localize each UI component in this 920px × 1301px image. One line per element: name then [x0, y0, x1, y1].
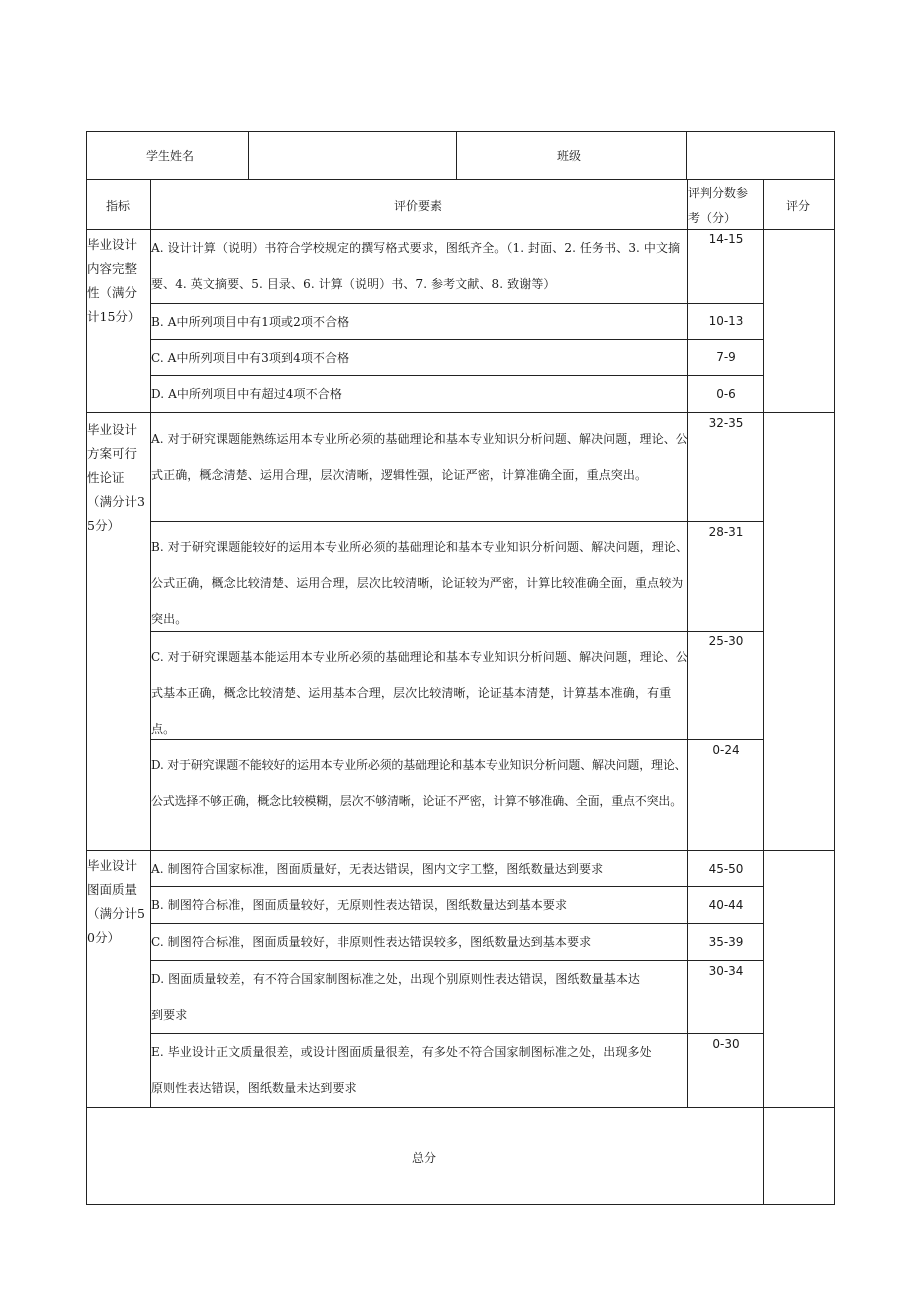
range-2b: 28-31: [708, 525, 744, 539]
range-3b: 40-44: [708, 898, 744, 912]
criterion-1c: C. A中所列项目中有3项到4项不合格: [151, 351, 350, 365]
criteria-column-header: 评价要素: [394, 199, 443, 213]
evaluation-form: [86, 131, 835, 1205]
range-2a: 32-35: [708, 416, 744, 430]
criterion-1d: D. A中所列项目中有超过4项不合格: [151, 387, 342, 401]
divider: [86, 412, 835, 413]
class-field[interactable]: [696, 148, 826, 164]
total-label: 总分: [412, 1151, 437, 1165]
criterion-3e: E. 毕业设计正文质量很差，或设计图面质量很差，有多处不符合国家制图标准之处，出现多处原则性表达错误，图纸数量未达到要求: [151, 1045, 652, 1095]
indicator-content-completeness: 毕业设计内容完整性（满分计15分）: [87, 237, 141, 324]
range-1b: 10-13: [708, 314, 744, 328]
border-right: [834, 131, 835, 1205]
reference-column-header-line1: 评判分数参: [688, 186, 749, 200]
range-3e: 0-30: [712, 1037, 740, 1051]
range-3a: 45-50: [708, 862, 744, 876]
total-score-field[interactable]: [766, 1150, 832, 1166]
indicator-drawing-quality: 毕业设计图面质量（满分计50分）: [87, 858, 145, 945]
criterion-3c: C. 制图符合标准，图面质量较好，非原则性表达错误较多，图纸数量达到基本要求: [151, 935, 592, 949]
divider: [686, 131, 687, 179]
border-top: [86, 131, 835, 132]
criterion-3d: D. 图面质量较差，有不符合国家制图标准之处，出现个别原则性表达错误，图纸数量基本达到要求: [151, 972, 641, 1022]
range-1a: 14-15: [708, 232, 744, 246]
divider: [86, 179, 835, 180]
range-1d: 0-6: [716, 387, 736, 401]
range-2c: 25-30: [708, 634, 744, 648]
score-cell-1[interactable]: [764, 230, 834, 412]
divider: [248, 131, 249, 179]
criterion-2d: D. 对于研究课题不能较好的运用本专业所必须的基础理论和基本专业知识分析问题、解决问题，理论、公式选择不够正确，概念比较模糊，层次不够清晰，论证不严密，计算不够准确、全面，重点不突出。: [151, 758, 687, 808]
class-label: 班级: [557, 149, 582, 163]
criterion-3b: B. 制图符合标准，图面质量较好，无原则性表达错误，图纸数量达到基本要求: [151, 898, 568, 912]
range-2d: 0-24: [712, 743, 740, 757]
divider: [150, 521, 763, 522]
border-bottom: [86, 1204, 835, 1205]
criterion-2c: C. 对于研究课题基本能运用本专业所必须的基础理论和基本专业知识分析问题、解决问题，理论、公式基本正确，概念比较清楚、运用基本合理，层次比较清晰，论证基本清楚，计算基本准确，有重点。: [151, 650, 688, 736]
range-1c: 7-9: [716, 350, 736, 364]
reference-column-header-line2: 考（分）: [688, 211, 737, 225]
criterion-1a: A. 设计计算（说明）书符合学校规定的撰写格式要求，图纸齐全。（1. 封面、2. 任务书、3. 中文摘要、4. 英文摘要、5. 目录、6. 计算（说明）书、7. 参考文献、8. 致谢等）: [151, 241, 681, 291]
criterion-3a: A. 制图符合国家标准，图面质量好，无表达错误，图内文字工整，图纸数量达到要求: [151, 862, 604, 876]
divider: [456, 131, 457, 179]
divider: [86, 1107, 835, 1108]
criterion-2b: B. 对于研究课题能较好的运用本专业所必须的基础理论和基本专业知识分析问题、解决问题，理论、公式正确，概念比较清楚、运用合理，层次比较清晰，论证较为严密，计算比较准确全面，重点较为突出。: [151, 540, 689, 626]
indicator-column-header: 指标: [106, 199, 131, 213]
score-column-header: 评分: [786, 199, 811, 213]
criterion-1b: B. A中所列项目中有1项或2项不合格: [151, 315, 350, 329]
criterion-2a: A. 对于研究课题能熟练运用本专业所必须的基础理论和基本专业知识分析问题、解决问题，理论、公式正确，概念清楚、运用合理，层次清晰，逻辑性强，论证严密，计算准确全面，重点突出。: [151, 432, 688, 482]
score-cell-2[interactable]: [764, 413, 834, 850]
student-name-field[interactable]: [256, 148, 446, 164]
score-cell-3[interactable]: [764, 851, 834, 1107]
range-3c: 35-39: [708, 935, 744, 949]
indicator-feasibility: 毕业设计方案可行性论证（满分计35分）: [87, 422, 145, 533]
range-3d: 30-34: [708, 964, 744, 978]
student-name-label: 学生姓名: [146, 149, 195, 163]
